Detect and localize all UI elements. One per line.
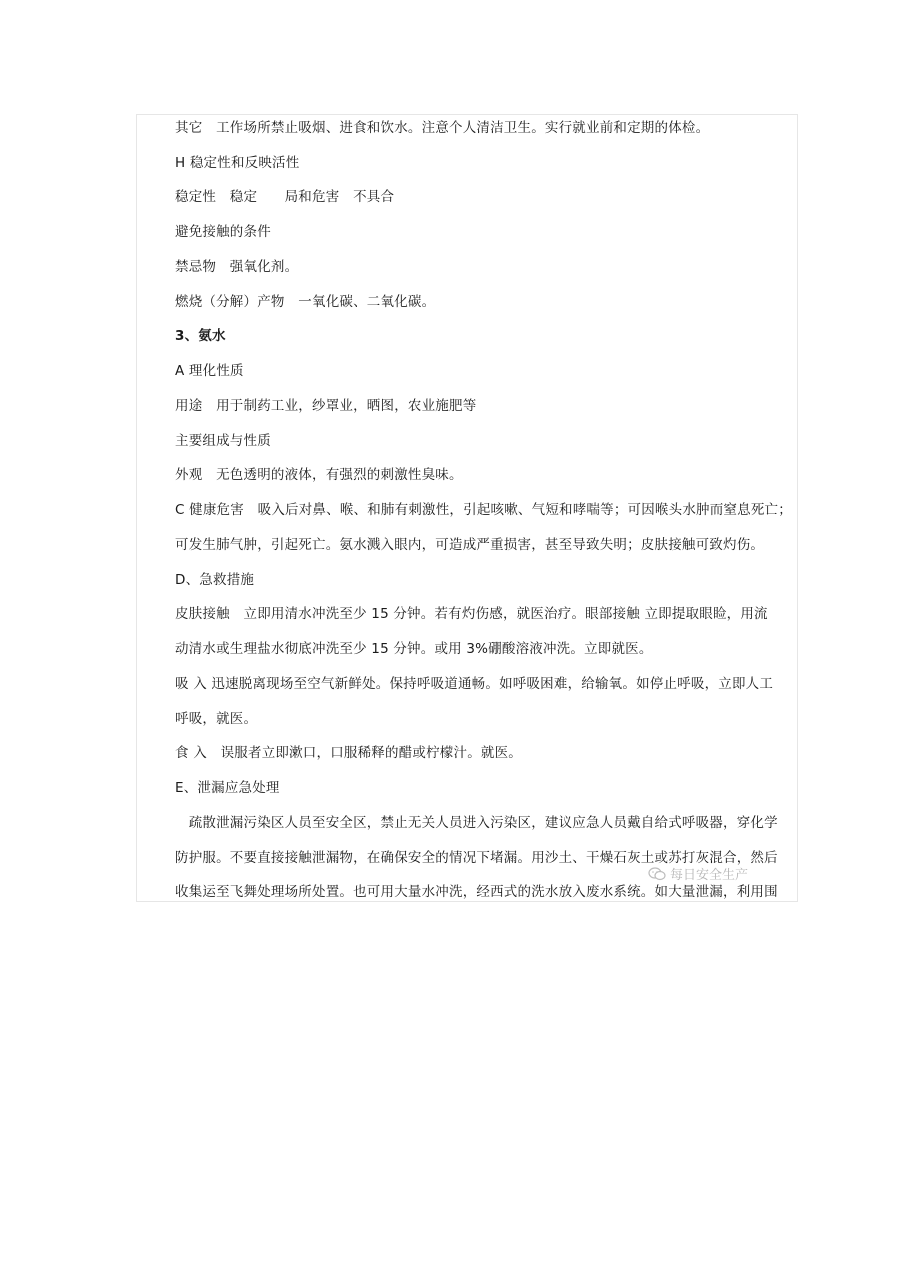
- section-heading: H 稳定性和反映活性: [175, 155, 300, 171]
- text-line: 收集运至飞舞处理场所处置。也可用大量水冲洗，经西式的洗水放入废水系统。如大量泄漏，利用围: [175, 884, 778, 900]
- text-line: 疏散泄漏污染区人员至安全区，禁止无关人员进入污染区，建议应急人员戴自给式呼吸器，穿化学: [175, 815, 778, 831]
- text-line: 食 入 误服者立即漱口，口服稀释的醋或柠檬汁。就医。: [175, 745, 522, 761]
- section-heading: E、泄漏应急处理: [175, 780, 280, 796]
- text-line: 稳定性 稳定 局和危害 不具合: [175, 189, 395, 205]
- text-line: 禁忌物 强氧化剂。: [175, 259, 299, 275]
- section-heading: D、急救措施: [175, 572, 255, 588]
- watermark: [648, 864, 748, 883]
- section-title: 3、氨水: [175, 328, 226, 344]
- text-line: 其它 工作场所禁止吸烟、进食和饮水。注意个人清洁卫生。实行就业前和定期的体检。: [175, 120, 710, 136]
- text-line: 皮肤接触 立即用清水冲洗至少 15 分钟。若有灼伤感，就医治疗。眼部接触 立即提取眼睑，用流: [175, 606, 768, 622]
- text-line: 燃烧（分解）产物 一氧化碳、二氧化碳。: [175, 294, 436, 310]
- section-heading: A 理化性质: [175, 363, 244, 379]
- text-line: 吸 入 迅速脱离现场至空气新鲜处。保持呼吸道通畅。如呼吸困难，给输氧。如停止呼吸，立即人工: [175, 676, 774, 692]
- wechat-icon: [648, 867, 666, 881]
- text-line: C 健康危害 吸入后对鼻、喉、和肺有刺激性，引起咳嗽、气短和哮喘等；可因喉头水肿而窒息死亡；: [175, 502, 792, 518]
- text-line: 外观 无色透明的液体，有强烈的刺激性臭味。: [175, 467, 463, 483]
- text-line: 主要组成与性质: [175, 433, 271, 449]
- text-line: 防护服。不要直接接触泄漏物，在确保安全的情况下堵漏。用沙土、干燥石灰土或苏打灰混合，然后: [175, 850, 778, 866]
- text-line: 避免接触的条件: [175, 224, 271, 240]
- text-line: 动清水或生理盐水彻底冲洗至少 15 分钟。或用 3%硼酸溶液冲洗。立即就医。: [175, 641, 653, 657]
- text-line: 可发生肺气肿，引起死亡。氨水溅入眼内，可造成严重损害，甚至导致失明；皮肤接触可致灼伤。: [175, 537, 765, 553]
- text-line: 用途 用于制药工业，纱罩业，晒图，农业施肥等: [175, 398, 477, 414]
- watermark-text: 每日安全生产: [670, 868, 749, 883]
- text-line: 呼吸，就医。: [175, 711, 258, 727]
